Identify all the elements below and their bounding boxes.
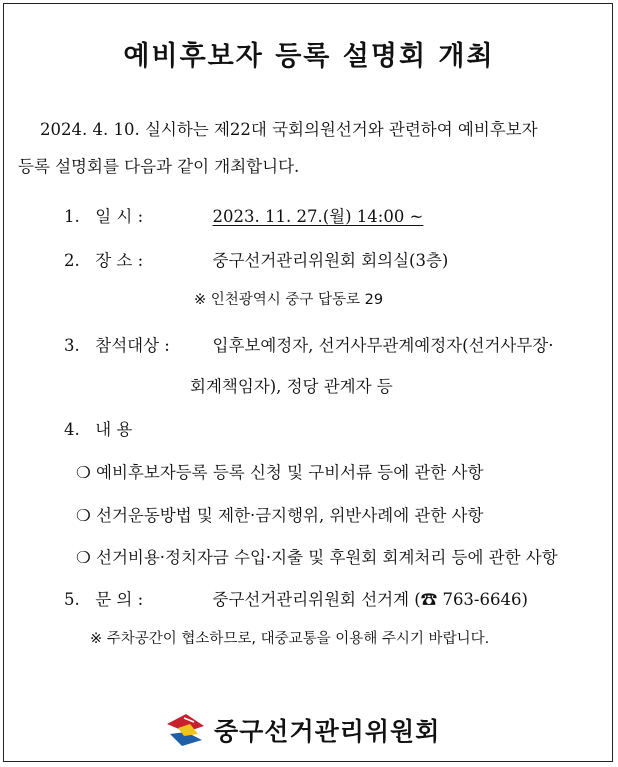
item-number: 1. [64,207,80,226]
item-label: 문 의 : [95,590,144,609]
item-inquiry [64,586,528,610]
item-label: 내 용 [95,420,133,439]
attendees-value-cont: 회계책임자), 정당 관계자 등 [190,377,393,396]
item-schedule [64,203,423,227]
attendees-value: 입후보예정자, 선거사무관계예정자(선거사무장· [212,336,554,355]
page-title: 예비후보자 등록 설명회 개최 [123,41,495,72]
item-attendees [64,332,553,356]
item-label: 참석대상 : [95,336,170,355]
item-label: 장 소 : [95,251,144,270]
parking-note: ※ 주차공간이 협소하므로, 대중교통을 이용해 주시기 바랍니다. [90,631,490,647]
intro-line-2: 등록 설명회를 다음과 같이 개최합니다. [18,157,300,176]
inquiry-value: 중구선거관리위원회 선거계 (☎ 763-6646) [212,590,528,609]
schedule-value: 2023. 11. 27.(월) 14:00 ~ [212,207,424,226]
content-item: ❍ 선거운동방법 및 제한·금지행위, 위반사례에 관한 사항 [76,506,484,525]
notice-document [3,3,613,762]
election-commission-logo-icon [164,710,208,750]
content-item: ❍ 예비후보자등록 등록 신청 및 구비서류 등에 관한 사항 [76,463,484,482]
item-number: 3. [64,336,80,355]
item-number: 2. [64,251,80,270]
venue-value: 중구선거관리위원회 회의실(3층) [212,251,449,270]
item-contents [64,416,207,440]
item-venue [64,247,448,271]
venue-address-note: ※ 인천광역시 중구 답동로 29 [194,292,384,308]
item-number: 4. [64,420,80,439]
intro-line-1: 2024. 4. 10. 실시하는 제22대 국회의원선거와 관련하여 예비후보자 [40,120,538,139]
content-item: ❍ 선거비용·정치자금 수입·지출 및 후원회 회계처리 등에 관한 사항 [76,548,558,567]
organization-name: 중구선거관리위원회 [214,717,441,746]
item-label: 일 시 : [95,207,144,226]
item-number: 5. [64,590,80,609]
